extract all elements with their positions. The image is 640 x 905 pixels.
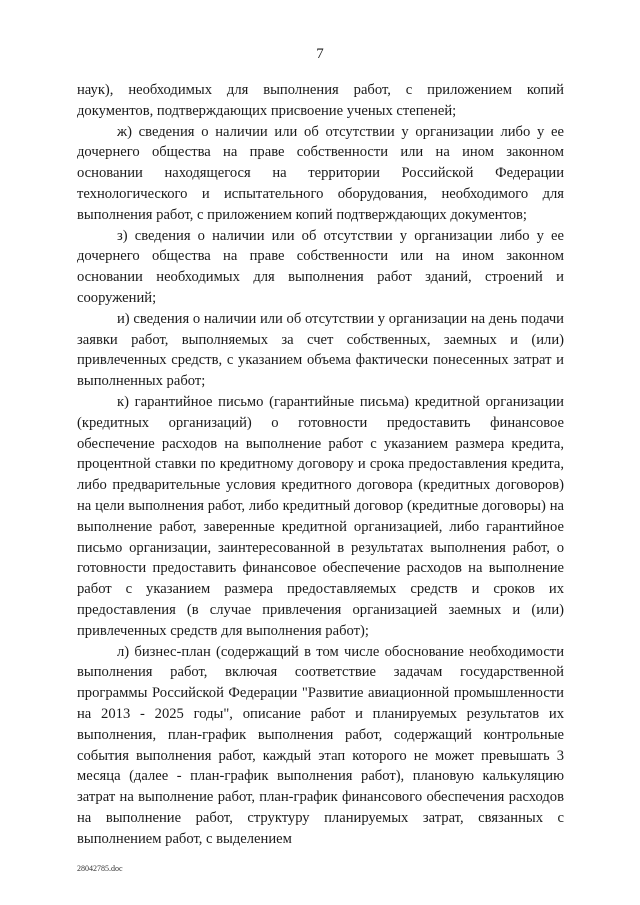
- document-body: [77, 80, 564, 849]
- footer-filename: 28042785.doc: [77, 864, 123, 873]
- paragraph-item-i: и) сведения о наличии или об отсутствии у организации на день подачи заявки работ, выполняемых за счет собственных, заемных и (или) привлеченных средств, с указанием объема фактически понесенных затрат и выполненных работ;: [77, 310, 564, 390]
- paragraph-item-k: к) гарантийное письмо (гарантийные письма) кредитной организации (кредитных организаций) о готовности предоставить финансовое обеспечение расходов на выполнение работ с указанием размера кредита, процентной ставки по кредитному договору и срока предоставления кредита, либо предварительные условия кредитного договора (кредитных договоров) на цели выполнения работ, либо кредитный договор (кредитные договоры) на выполнение работ, заверенные кредитной организацией, либо гарантийное письмо организации, заинтересованной в результатах выполнения работ, о готовности предоставить финансовое обеспечение расходов на выполнение работ с указанием размера предоставляемых средств и сроков их предоставления (в случае привлечения организацией заемных и (или) привлеченных средств для выполнения работ);: [77, 393, 564, 639]
- paragraph-item-zh: ж) сведения о наличии или об отсутствии у организации либо у ее дочернего общества на праве собственности или на ином законном основании находящегося на территории Российской Федерации технологического и испытательного оборудования, необходимого для выполнения работ, с приложением копий подтверждающих документов;: [77, 123, 564, 223]
- paragraph-continuation: наук), необходимых для выполнения работ, с приложением копий документов, подтверждающих присвоение ученых степеней;: [77, 82, 564, 119]
- page-number: 7: [316, 46, 324, 62]
- paragraph-item-z: з) сведения о наличии или об отсутствии у организации либо у ее дочернего общества на праве собственности или на ином законном основании необходимых для выполнения работ зданий, строений и сооружений;: [77, 227, 564, 306]
- paragraph-item-l: л) бизнес-план (содержащий в том числе обоснование необходимости выполнения работ, включая соответствие задачам государственной программы Российской Федерации "Развитие авиационной промышленности на 2013 - 2025 годы", описание работ и планируемых результатов их выполнения, план-график выполнения работ, содержащий контрольные события выполнения работ, каждый этап которого не может превышать 3 месяца (далее - план-график выполнения работ), плановую калькуляцию затрат на выполнение работ, план-график финансового обеспечения расходов на выполнение работ, структуру планируемых затрат, связанных с выполнением работ, с выделением: [77, 643, 564, 847]
